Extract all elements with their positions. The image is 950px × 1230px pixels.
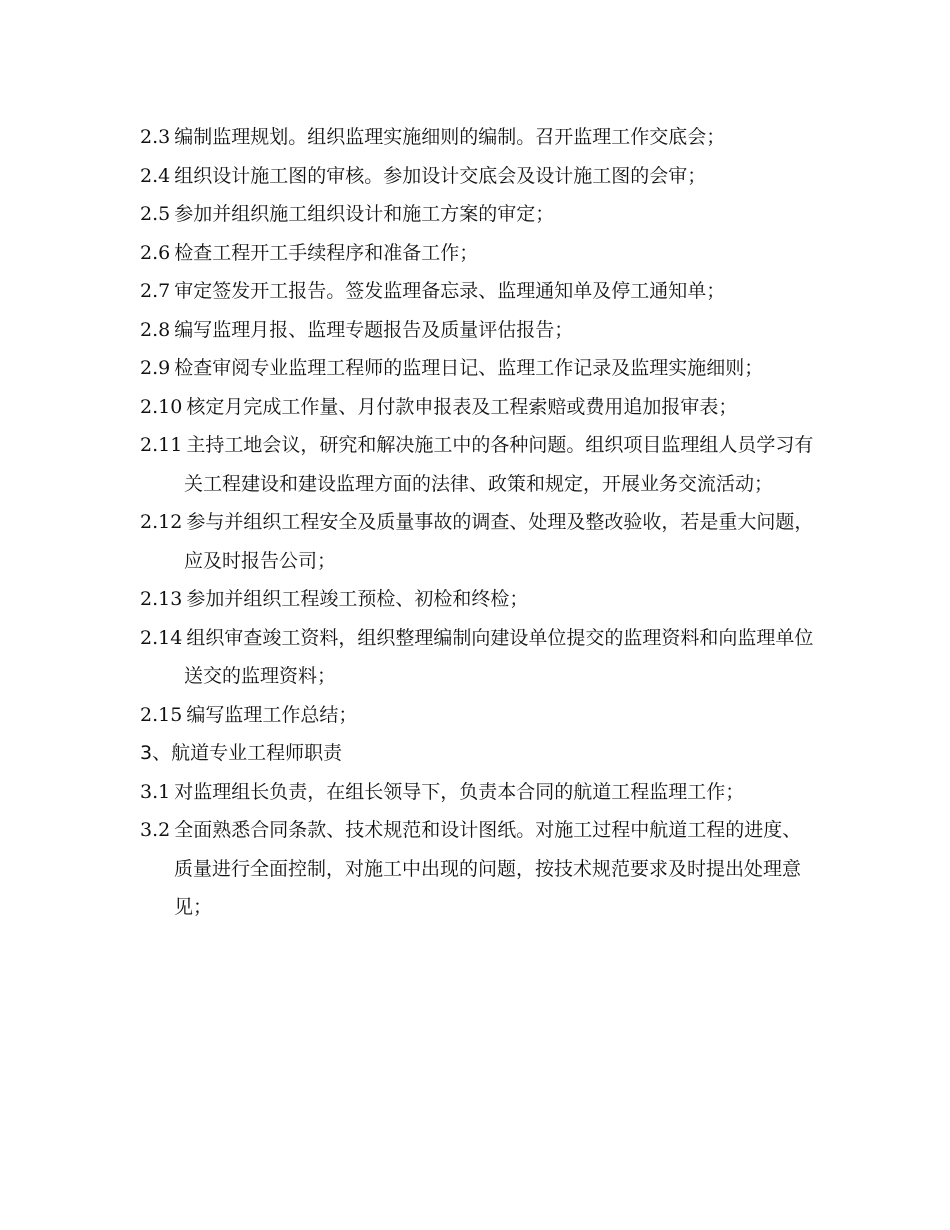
item-number: 2.7 (140, 280, 171, 302)
list-item (140, 157, 820, 196)
item-number: 2.4 (140, 164, 171, 187)
list-item (140, 349, 820, 388)
item-text: 全面熟悉合同条款、技术规范和设计图纸。对施工过程中航道工程的进度、质量进行全面控制，对施工中出现的问题，按技术规范要求及时提出处理意见； (174, 819, 802, 918)
list-item (140, 619, 820, 696)
list-item (140, 580, 820, 619)
item-number: 2.15 (140, 703, 183, 726)
item-text: 主持工地会议，研究和解决施工中的各种问题。组织项目监理组人员学习有关工程建设和建设监理方面的法律、政策和规定，开展业务交流活动； (184, 434, 814, 495)
list-item (140, 811, 820, 927)
item-text: 编制监理规划。组织监理实施细则的编制。召开监理工作交底会； (174, 126, 726, 148)
item-text: 核定月完成工作量、月付款申报表及工程索赔或费用追加报审表； (186, 395, 738, 418)
list-item (140, 311, 820, 350)
list-item (140, 773, 820, 812)
item-number: 2.3 (140, 126, 171, 148)
list-item (140, 118, 820, 157)
item-text: 检查审阅专业监理工程师的监理日记、监理工作记录及监理实施细则； (174, 357, 764, 379)
item-text: 组织设计施工图的审核。参加设计交底会及设计施工图的会审； (174, 164, 707, 187)
item-number: 2.11 (140, 434, 183, 456)
list-item (140, 426, 820, 503)
item-number: 2.10 (140, 395, 183, 418)
list-item (140, 503, 820, 580)
item-text: 组织审查竣工资料，组织整理编制向建设单位提交的监理资料和向监理单位送交的监理资料； (184, 626, 814, 687)
item-text: 编写监理月报、监理专题报告及质量评估报告； (174, 318, 574, 341)
item-text: 编写监理工作总结； (186, 703, 358, 726)
item-number: 2.5 (140, 203, 171, 225)
item-number: 2.9 (140, 357, 171, 379)
item-number: 2.14 (140, 626, 183, 649)
item-text: 参与并组织工程安全及质量事故的调查、处理及整改验收，若是重大问题，应及时报告公司； (184, 511, 814, 572)
item-number: 2.6 (140, 241, 171, 264)
list-item (140, 696, 820, 735)
item-number: 2.8 (140, 318, 171, 341)
item-number: 3.2 (140, 819, 171, 841)
item-text: 参加并组织工程竣工预检、初检和终检； (186, 588, 529, 610)
list-item (140, 388, 820, 427)
item-text: 审定签发开工报告。签发监理备忘录、监理通知单及停工通知单； (174, 280, 726, 302)
item-text: 参加并组织施工组织设计和施工方案的审定； (174, 203, 555, 225)
list-item (140, 272, 820, 311)
document-body (140, 118, 820, 927)
item-text: 对监理组长负责，在组长领导下，负责本合同的航道工程监理工作； (174, 780, 745, 803)
section-heading: 3、航道专业工程师职责 (140, 742, 343, 764)
list-item (140, 234, 820, 273)
item-number: 2.12 (140, 511, 183, 533)
item-number: 3.1 (140, 780, 171, 803)
list-item (140, 195, 820, 234)
item-text: 检查工程开工手续程序和准备工作； (174, 241, 479, 264)
item-number: 2.13 (140, 588, 183, 610)
